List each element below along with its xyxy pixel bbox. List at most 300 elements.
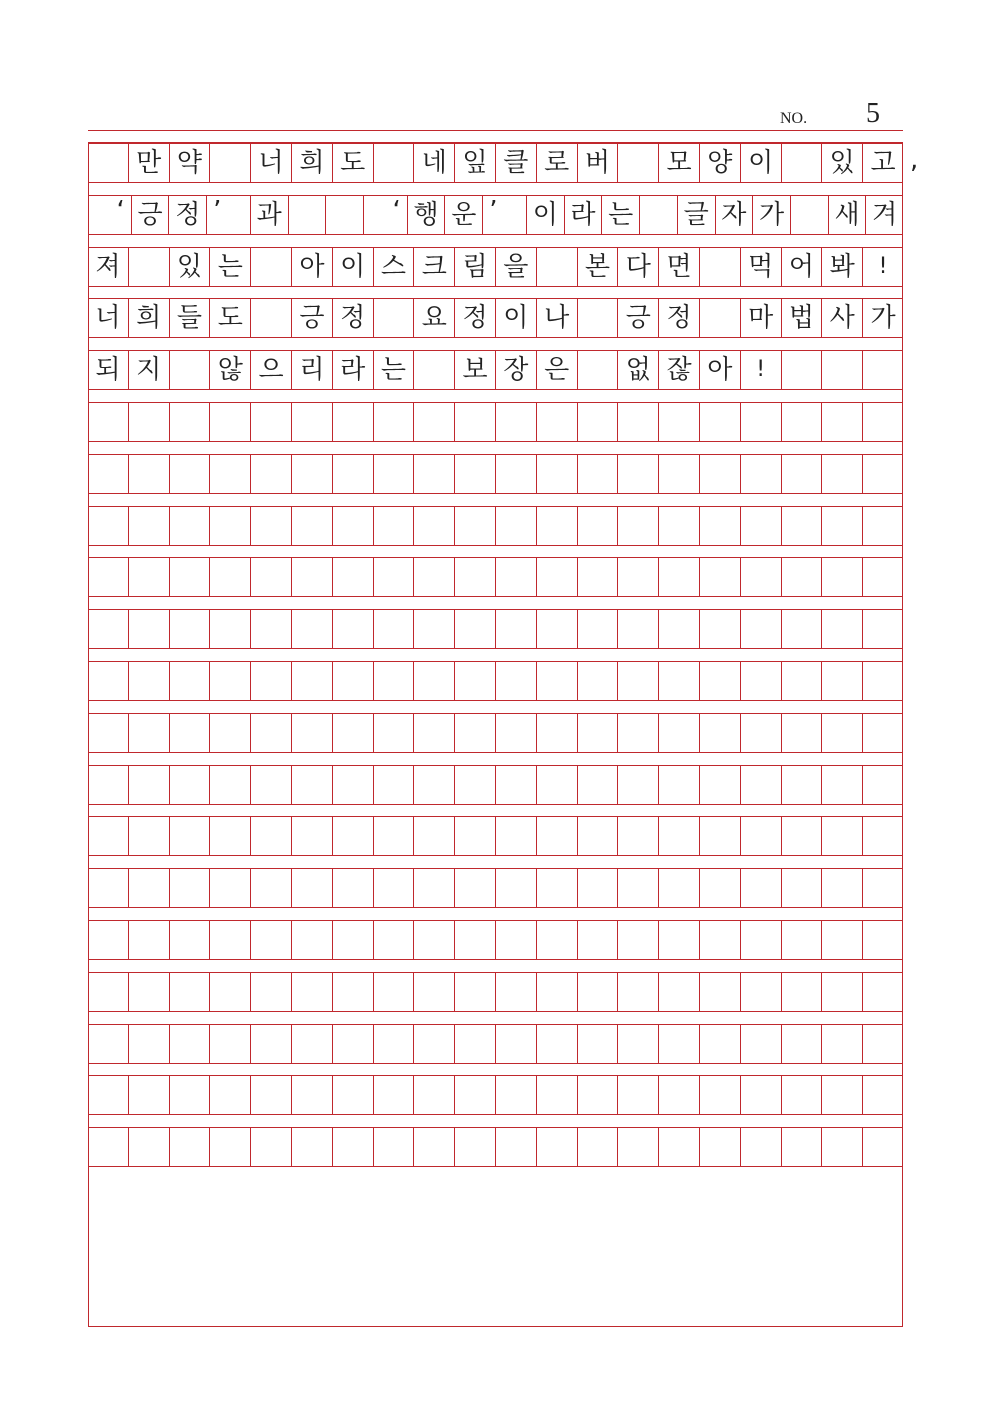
grid-cell: 법	[782, 299, 823, 337]
grid-cell	[822, 766, 863, 804]
grid-cell	[333, 766, 374, 804]
grid-cell	[741, 403, 782, 441]
grid-cell: 을	[496, 248, 537, 286]
grid-cell	[700, 507, 741, 545]
grid-cell	[170, 1076, 211, 1114]
grid-cell	[822, 869, 863, 907]
grid-cell: 요	[414, 299, 455, 337]
grid-cell	[210, 921, 251, 959]
grid-cell	[782, 766, 823, 804]
grid-cell	[537, 507, 578, 545]
grid-cell	[496, 1128, 537, 1166]
grid-cell	[822, 714, 863, 752]
grid-cell	[578, 1128, 619, 1166]
grid-cell: 과	[251, 196, 289, 234]
grid-cell: 스	[374, 248, 415, 286]
grid-cell	[782, 973, 823, 1011]
grid-cell	[618, 144, 659, 182]
grid-cell	[782, 610, 823, 648]
grid-cell: 고	[870, 148, 896, 178]
grid-cell	[822, 455, 863, 493]
grid-cell	[578, 1076, 619, 1114]
grid-cell	[374, 507, 415, 545]
grid-cell	[251, 817, 292, 855]
grid-cell: 는	[210, 248, 251, 286]
grid-cell	[618, 662, 659, 700]
grid-row	[88, 972, 903, 1012]
grid-cell: 정	[659, 299, 700, 337]
grid-cell	[374, 1128, 415, 1166]
grid-cell	[700, 662, 741, 700]
grid-cell	[170, 921, 211, 959]
grid-cell	[455, 610, 496, 648]
grid-cell	[374, 1025, 415, 1063]
grid-cell	[333, 610, 374, 648]
grid-cell	[741, 714, 782, 752]
grid-cell: 아	[700, 351, 741, 389]
grid-cell	[659, 1025, 700, 1063]
grid-cell	[292, 921, 333, 959]
grid-cell	[414, 869, 455, 907]
grid-cell: 있	[822, 144, 863, 182]
grid-cell	[741, 1025, 782, 1063]
grid-cell	[700, 248, 741, 286]
grid-cell	[292, 1025, 333, 1063]
grid-cell	[210, 973, 251, 1011]
grid-cell	[741, 869, 782, 907]
grid-cell: 마	[741, 299, 782, 337]
grid-cell	[414, 662, 455, 700]
grid-cell	[88, 507, 129, 545]
grid-cell	[455, 714, 496, 752]
grid-cell: 가	[870, 303, 896, 334]
grid-cell	[537, 558, 578, 596]
grid-cell	[251, 610, 292, 648]
grid-cell	[374, 299, 415, 337]
grid-cell	[863, 455, 903, 493]
grid-cell	[210, 558, 251, 596]
grid-cell	[414, 817, 455, 855]
grid-cell: 않	[210, 351, 251, 389]
grid-cell	[414, 455, 455, 493]
grid-cell	[618, 1076, 659, 1114]
grid-cell	[618, 973, 659, 1011]
grid-cell: 도	[210, 299, 251, 337]
grid-cell	[333, 507, 374, 545]
grid-cell	[496, 610, 537, 648]
grid-cell	[292, 714, 333, 752]
grid-cell	[863, 351, 903, 389]
grid-cell: 약	[170, 144, 211, 182]
grid-cell	[170, 766, 211, 804]
grid-cell	[782, 1076, 823, 1114]
grid-cell: 겨	[872, 199, 898, 230]
grid-cell	[537, 662, 578, 700]
grid-cell: 버	[578, 144, 619, 182]
grid-cell	[289, 196, 327, 234]
grid-cell	[741, 558, 782, 596]
grid-cell	[210, 766, 251, 804]
grid-cell	[129, 973, 170, 1011]
grid-cell	[741, 1076, 782, 1114]
grid-cell	[618, 610, 659, 648]
grid-cell: ‘	[88, 196, 132, 234]
grid-cell	[618, 921, 659, 959]
grid-cell	[578, 403, 619, 441]
grid-cell	[782, 1025, 823, 1063]
grid-cell	[414, 766, 455, 804]
grid-cell	[618, 1128, 659, 1166]
grid-cell	[210, 1025, 251, 1063]
grid-cell	[333, 1128, 374, 1166]
grid-cell	[374, 869, 415, 907]
grid-cell	[170, 351, 211, 389]
grid-cell	[496, 921, 537, 959]
grid-cell	[251, 921, 292, 959]
grid-cell	[251, 714, 292, 752]
grid-cell	[414, 1076, 455, 1114]
grid-cell	[496, 455, 537, 493]
grid-cell	[741, 1128, 782, 1166]
grid-cell: 너	[88, 299, 129, 337]
grid-cell	[455, 1025, 496, 1063]
grid-cell	[292, 558, 333, 596]
grid-cell	[455, 766, 496, 804]
grid-cell: 라	[565, 196, 603, 234]
grid-cell	[414, 507, 455, 545]
grid-cell: 네	[414, 144, 455, 182]
grid-row	[88, 1075, 903, 1115]
grid-cell	[129, 1128, 170, 1166]
grid-cell	[210, 455, 251, 493]
grid-cell	[537, 248, 578, 286]
grid-cell	[578, 351, 619, 389]
grid-cell	[863, 973, 903, 1011]
grid-cell	[578, 921, 619, 959]
grid-cell	[88, 455, 129, 493]
grid-cell: 희	[292, 144, 333, 182]
grid-cell: 모	[659, 144, 700, 182]
grid-cell	[88, 766, 129, 804]
grid-cell: 없	[618, 351, 659, 389]
grid-cell	[251, 455, 292, 493]
grid-cell	[292, 507, 333, 545]
page-number: 5	[866, 98, 880, 129]
grid-cell	[251, 766, 292, 804]
grid-cell	[791, 196, 829, 234]
grid-cell	[129, 869, 170, 907]
grid-cell	[496, 1076, 537, 1114]
grid-cell	[700, 1025, 741, 1063]
grid-cell	[374, 766, 415, 804]
grid-cell: 으	[251, 351, 292, 389]
grid-cell	[251, 869, 292, 907]
grid-cell	[333, 558, 374, 596]
grid-cell: 사	[822, 299, 863, 337]
grid-cell	[88, 973, 129, 1011]
grid-cell	[782, 507, 823, 545]
grid-cell	[782, 351, 823, 389]
grid-cell: ’	[483, 196, 527, 234]
grid-cell	[537, 921, 578, 959]
grid-cell	[414, 921, 455, 959]
grid-cell	[537, 455, 578, 493]
grid-cell	[863, 1076, 903, 1114]
grid-cell	[88, 817, 129, 855]
grid-cell	[292, 817, 333, 855]
grid-cell	[618, 817, 659, 855]
grid-cell: 리	[292, 351, 333, 389]
grid-cell	[292, 455, 333, 493]
grid-cell	[88, 144, 129, 182]
grid-cell	[618, 1025, 659, 1063]
grid-row	[88, 350, 903, 390]
grid-cell	[129, 921, 170, 959]
grid-row	[88, 143, 903, 183]
grid-cell	[414, 1025, 455, 1063]
grid-cell	[455, 1076, 496, 1114]
grid-cell: 새	[829, 196, 867, 234]
grid-cell	[700, 455, 741, 493]
grid-cell: 자	[716, 196, 754, 234]
grid-cell	[537, 869, 578, 907]
grid-cell	[292, 403, 333, 441]
grid-cell	[170, 714, 211, 752]
grid-cell	[88, 1128, 129, 1166]
grid-cell	[700, 558, 741, 596]
grid-cell: 이	[741, 144, 782, 182]
grid-cell: 너	[251, 144, 292, 182]
grid-cell	[251, 1128, 292, 1166]
grid-cell	[326, 196, 364, 234]
grid-cell: 도	[333, 144, 374, 182]
grid-cell	[455, 455, 496, 493]
grid-cell	[129, 766, 170, 804]
grid-cell	[659, 973, 700, 1011]
grid-cell	[374, 973, 415, 1011]
grid-cell: 다	[618, 248, 659, 286]
grid-cell	[741, 817, 782, 855]
grid-cell: 양	[700, 144, 741, 182]
grid-cell	[659, 507, 700, 545]
grid-cell	[822, 507, 863, 545]
grid-cell	[578, 714, 619, 752]
grid-cell	[210, 507, 251, 545]
grid-cell: !	[878, 253, 888, 279]
grid-cell	[496, 1025, 537, 1063]
grid-cell	[455, 869, 496, 907]
grid-cell	[822, 1025, 863, 1063]
grid-cell	[659, 662, 700, 700]
grid-cell	[333, 662, 374, 700]
grid-cell	[251, 248, 292, 286]
grid-cell	[741, 921, 782, 959]
grid-cell	[659, 1076, 700, 1114]
grid-cell	[700, 1128, 741, 1166]
grid-cell	[414, 1128, 455, 1166]
grid-cell	[618, 403, 659, 441]
grid-cell	[578, 299, 619, 337]
grid-cell	[170, 558, 211, 596]
grid-cell	[414, 610, 455, 648]
grid-row	[88, 247, 903, 287]
grid-cell	[374, 403, 415, 441]
grid-row	[88, 506, 903, 546]
grid-cell	[863, 403, 903, 441]
grid-cell	[88, 714, 129, 752]
grid-cell	[782, 403, 823, 441]
grid-cell	[618, 507, 659, 545]
grid-cell	[863, 817, 903, 855]
grid-cell	[414, 973, 455, 1011]
grid-cell	[210, 1076, 251, 1114]
grid-cell	[537, 610, 578, 648]
grid-cell: 림	[455, 248, 496, 286]
grid-cell	[659, 455, 700, 493]
grid-cell: 가	[753, 196, 791, 234]
grid-cell	[782, 558, 823, 596]
grid-cell	[251, 662, 292, 700]
grid-cell	[822, 351, 863, 389]
grid-cell: 져	[88, 248, 129, 286]
grid-cell	[496, 558, 537, 596]
grid-cell	[659, 1128, 700, 1166]
grid-row	[88, 920, 903, 960]
grid-cell	[578, 766, 619, 804]
grid-cell	[210, 662, 251, 700]
grid-cell: 긍	[132, 196, 170, 234]
grid-cell	[496, 817, 537, 855]
grid-cell	[578, 662, 619, 700]
grid-cell	[455, 1128, 496, 1166]
grid-row	[88, 195, 903, 235]
grid-cell	[822, 610, 863, 648]
grid-cell	[374, 558, 415, 596]
grid-cell	[170, 455, 211, 493]
grid-cell	[496, 973, 537, 1011]
grid-cell	[578, 973, 619, 1011]
grid-cell	[292, 662, 333, 700]
grid-cell	[782, 869, 823, 907]
grid-cell	[88, 921, 129, 959]
grid-cell	[659, 766, 700, 804]
grid-cell	[578, 817, 619, 855]
grid-cell	[700, 610, 741, 648]
grid-cell	[170, 403, 211, 441]
grid-cell	[88, 610, 129, 648]
grid-cell: 지	[129, 351, 170, 389]
grid-cell	[333, 403, 374, 441]
grid-cell: 이	[496, 299, 537, 337]
grid-cell	[88, 558, 129, 596]
grid-cell	[822, 662, 863, 700]
grid-cell	[88, 1076, 129, 1114]
grid-cell	[618, 714, 659, 752]
margin-punctuation: ,	[910, 145, 919, 175]
grid-cell	[333, 1076, 374, 1114]
grid-cell: 이	[333, 248, 374, 286]
grid-cell	[129, 248, 170, 286]
grid-row	[88, 868, 903, 908]
grid-cell	[292, 1076, 333, 1114]
grid-cell	[455, 403, 496, 441]
grid-cell	[455, 507, 496, 545]
grid-cell	[88, 1025, 129, 1063]
grid-cell	[292, 766, 333, 804]
grid-cell	[414, 558, 455, 596]
grid-cell	[210, 1128, 251, 1166]
grid-cell	[455, 973, 496, 1011]
grid-cell	[578, 610, 619, 648]
grid-cell: 는	[374, 351, 415, 389]
grid-cell	[618, 455, 659, 493]
grid-cell: 정	[169, 196, 207, 234]
grid-cell	[455, 558, 496, 596]
grid-cell	[741, 662, 782, 700]
grid-cell	[537, 817, 578, 855]
grid-cell	[251, 403, 292, 441]
grid-cell: 있	[170, 248, 211, 286]
grid-cell: 정	[333, 299, 374, 337]
grid-cell: 클	[496, 144, 537, 182]
grid-cell	[618, 766, 659, 804]
grid-cell	[374, 921, 415, 959]
grid-cell	[88, 662, 129, 700]
grid-cell	[863, 610, 903, 648]
grid-row	[88, 713, 903, 753]
grid-cell	[640, 196, 678, 234]
grid-cell	[537, 1128, 578, 1166]
grid-cell	[496, 507, 537, 545]
grid-cell	[170, 1025, 211, 1063]
grid-cell	[414, 403, 455, 441]
grid-cell	[251, 973, 292, 1011]
grid-cell	[333, 921, 374, 959]
grid-cell	[129, 403, 170, 441]
grid-cell: 보	[455, 351, 496, 389]
grid-cell	[333, 869, 374, 907]
grid-cell	[782, 455, 823, 493]
grid-cell: 잖	[659, 351, 700, 389]
grid-cell	[374, 662, 415, 700]
grid-cell	[455, 921, 496, 959]
grid-cell	[700, 714, 741, 752]
grid-cell	[863, 558, 903, 596]
grid-cell	[333, 973, 374, 1011]
grid-cell	[782, 144, 823, 182]
grid-cell: 이	[527, 196, 565, 234]
grid-row	[88, 609, 903, 649]
grid-cell	[170, 507, 211, 545]
grid-row	[88, 765, 903, 805]
grid-cell	[170, 973, 211, 1011]
grid-row	[88, 816, 903, 856]
grid-cell	[618, 558, 659, 596]
grid-cell	[374, 144, 415, 182]
grid-cell	[129, 507, 170, 545]
grid-cell	[700, 973, 741, 1011]
grid-cell	[88, 403, 129, 441]
grid-cell: 본	[578, 248, 619, 286]
grid-cell	[659, 869, 700, 907]
grid-cell: 은	[537, 351, 578, 389]
grid-cell	[782, 662, 823, 700]
grid-cell: 행	[408, 196, 446, 234]
grid-cell	[170, 869, 211, 907]
grid-cell	[374, 455, 415, 493]
grid-cell	[170, 610, 211, 648]
grid-cell	[414, 351, 455, 389]
